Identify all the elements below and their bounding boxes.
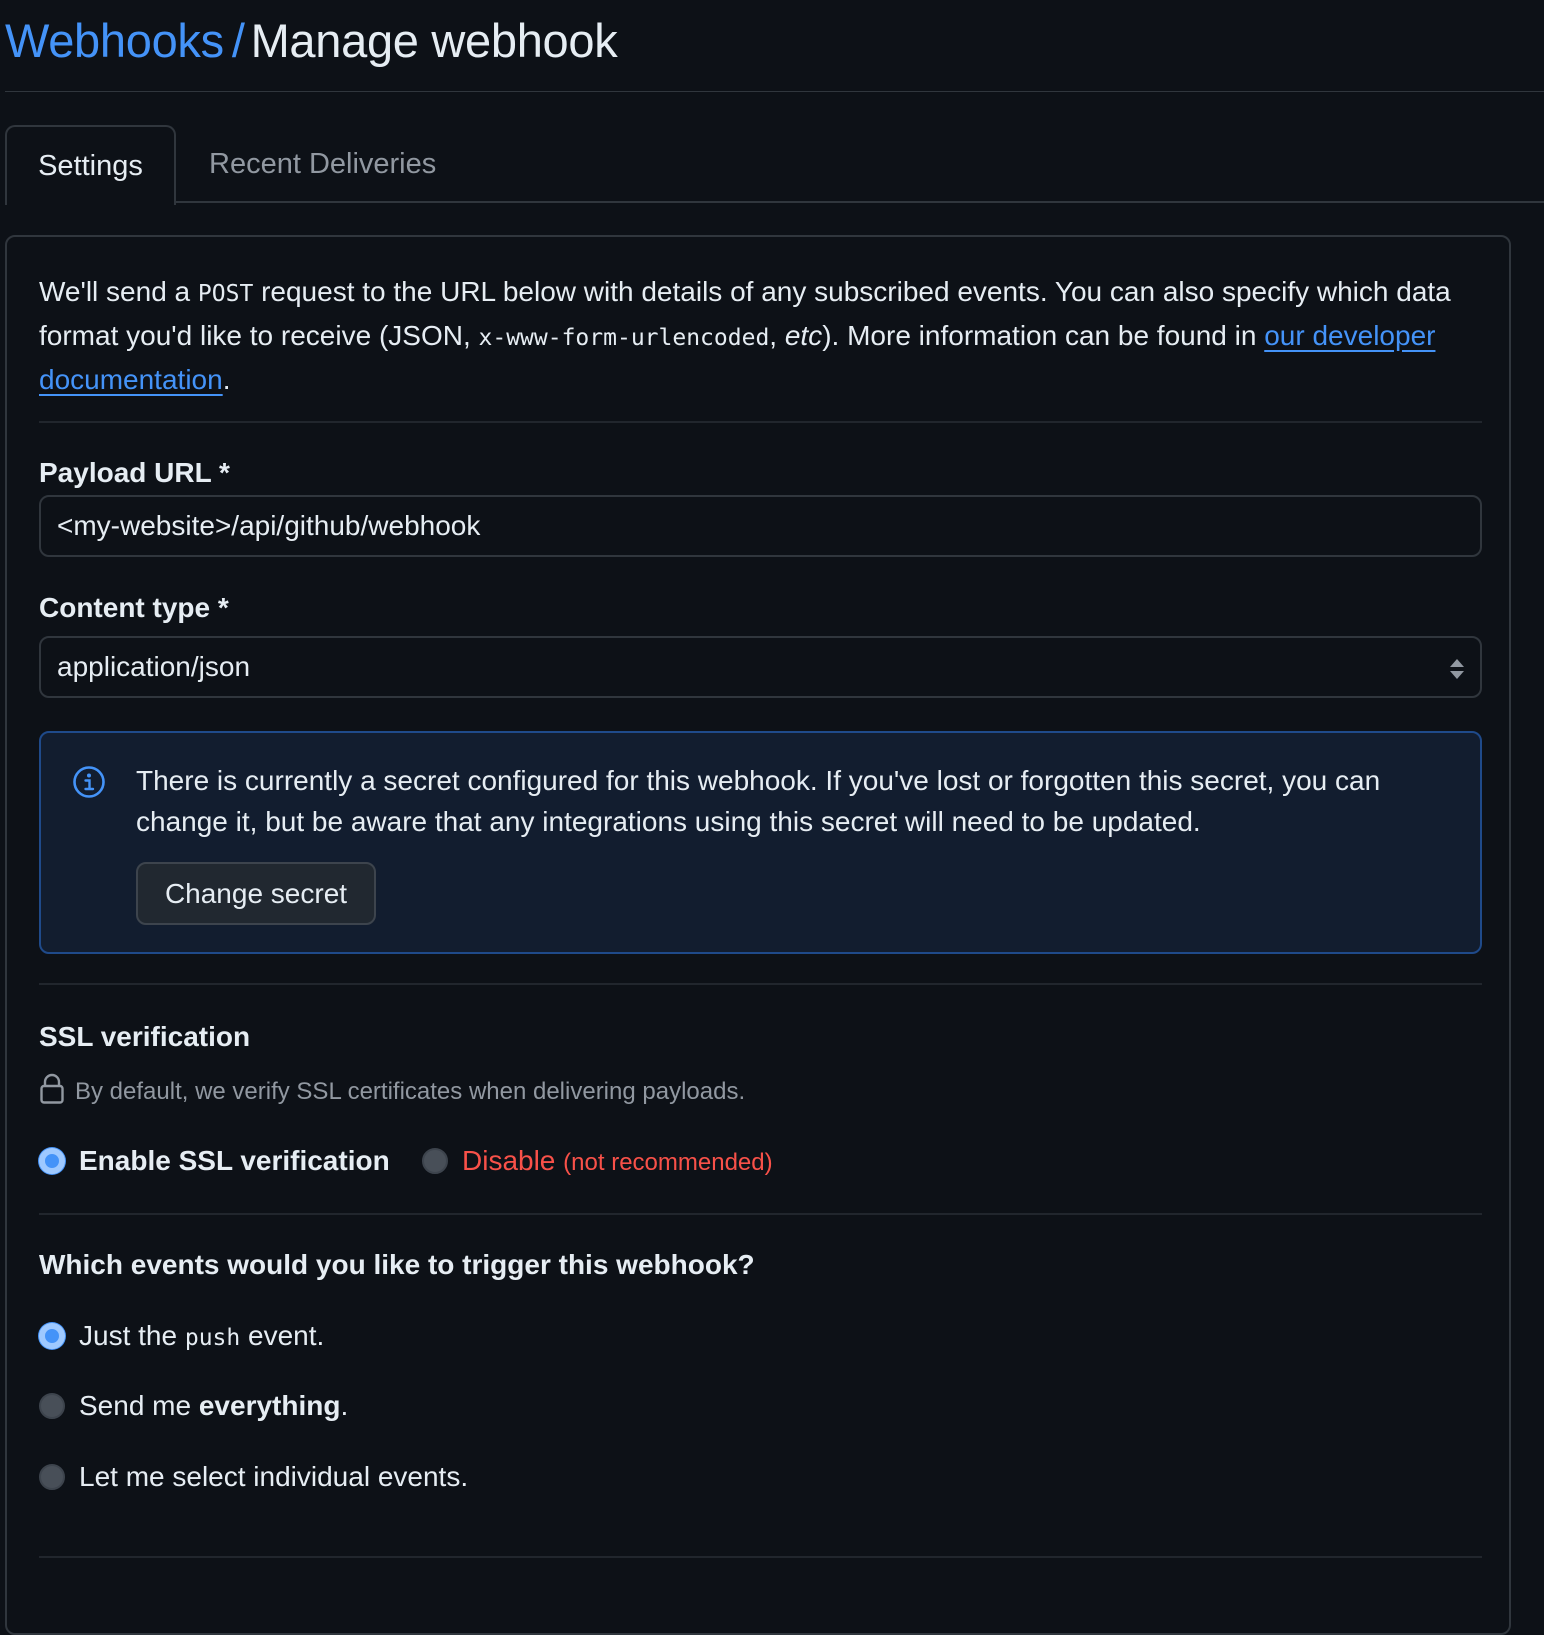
tab-settings[interactable]: Settings (5, 125, 176, 205)
content-type-label: Content type * (39, 592, 229, 623)
payload-url-input[interactable]: <my-website>/api/github/webhook (39, 495, 1482, 557)
event-option-everything[interactable] (39, 1387, 348, 1425)
intro-text (39, 271, 1489, 400)
enable-ssl-label: Enable SSL verification (79, 1145, 390, 1176)
payload-url-label: Payload URL * (39, 457, 230, 488)
intro-part: request to the URL below with details of any subscribed events. You can also specify which data format you'd like to receive (JSON, (39, 276, 1451, 351)
developer-documentation-link[interactable]: our developer documentation (39, 320, 1436, 395)
event-option-push[interactable] (39, 1317, 324, 1357)
header-divider (5, 91, 1544, 92)
intro-part: , (769, 320, 785, 351)
event-option-individual[interactable] (39, 1458, 468, 1496)
everything-label: Send me (79, 1390, 199, 1421)
push-event-radio[interactable] (39, 1323, 65, 1349)
tab-nav (5, 125, 1544, 203)
breadcrumb-webhooks-link[interactable]: Webhooks (5, 14, 224, 67)
intro-code-post: POST (197, 281, 254, 307)
everything-bold: everything (198, 1390, 341, 1421)
enable-ssl-radio[interactable] (39, 1148, 65, 1174)
lock-icon (39, 1073, 65, 1105)
push-code: push (184, 1325, 241, 1351)
breadcrumb-separator: / (231, 14, 245, 67)
content-type-select[interactable] (39, 636, 1482, 698)
push-event-label-end: event. (240, 1320, 325, 1351)
change-secret-button[interactable]: Change secret (136, 862, 376, 925)
section-divider (39, 983, 1482, 985)
disable-ssl-label: Disable (462, 1145, 556, 1176)
info-icon (72, 765, 106, 799)
section-divider (39, 1213, 1482, 1215)
individual-events-radio[interactable] (39, 1464, 65, 1490)
section-divider (39, 421, 1482, 423)
intro-part: . (222, 364, 231, 395)
section-divider (39, 1556, 1482, 1558)
ssl-verification-title: SSL verification (39, 1021, 251, 1052)
disable-ssl-option[interactable] (422, 1142, 773, 1182)
enable-ssl-option[interactable] (39, 1142, 390, 1180)
ssl-note (39, 1073, 745, 1110)
page-header (5, 12, 617, 70)
intro-part: We'll send a (39, 276, 198, 307)
content-type-value: application/json (57, 651, 251, 682)
intro-part: ). More information can be found in (822, 320, 1265, 351)
everything-radio[interactable] (39, 1393, 65, 1419)
page-title: Manage webhook (250, 14, 618, 67)
push-event-label: Just the (79, 1320, 185, 1351)
tab-recent-deliveries[interactable]: Recent Deliveries (209, 148, 437, 180)
intro-code-urlencoded: x-www-form-urlencoded (478, 325, 770, 351)
disable-ssl-radio[interactable] (422, 1148, 448, 1174)
intro-italic: etc (784, 320, 823, 351)
ssl-note-text: By default, we verify SSL certificates when delivering payloads. (75, 1078, 746, 1105)
events-title: Which events would you like to trigger this webhook? (39, 1249, 755, 1280)
everything-label-end: . (340, 1390, 349, 1421)
select-arrows-icon (1448, 657, 1466, 681)
individual-events-label: Let me select individual events. (79, 1461, 469, 1492)
settings-panel (5, 235, 1511, 1635)
disable-ssl-warning: (not recommended) (563, 1149, 773, 1176)
secret-notice (39, 731, 1482, 954)
secret-notice-text: There is currently a secret configured for this webhook. If you've lost or forgotten this secret, you can change it, but be aware that any integrations using this secret will need to be updated. (136, 765, 1381, 837)
